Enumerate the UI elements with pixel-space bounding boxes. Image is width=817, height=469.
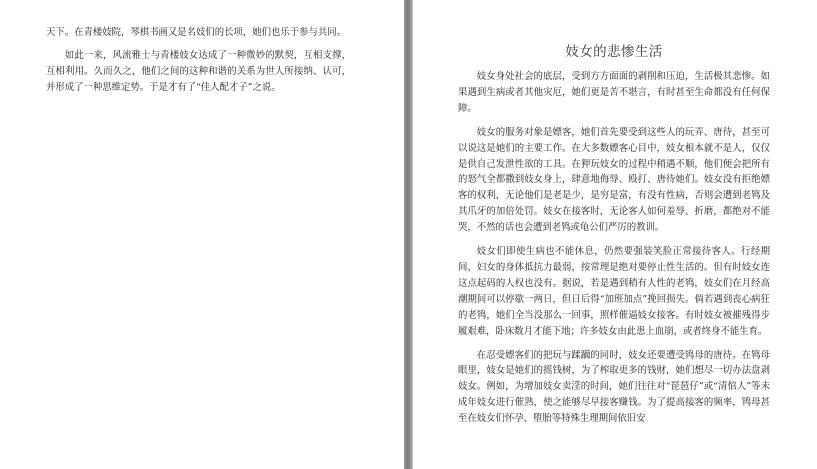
right-paragraph-2: 妓女的服务对象是嫖客，她们首先要受到这些人的玩弄、唐待，甚至可以说这是她们的主要工作。在大多数嫖客心目中，妓女根本就不是人，仅仅是供自己发泄性欲的工具。在狎玩妓女的过程中稍遇不顺，他们便会把所有的怒气全都撒到妓女身上，肆意地侮辱、殴打、唐待她们。妓女没有拒绝嫖客的权利，无论他们是老是少，是穷是富，有没有性病，否则会遭到老鸨及其爪牙的加倍处罚。妓女在接客时，无论客人如何羞辱、折磨，都绝对不能哭，不然的话也会遭到老鸨或龟公们严厉的教训。 xyxy=(458,126,770,234)
left-page-text xyxy=(46,25,351,96)
left-paragraph-2: 如此一来，风流雅士与青楼妓女达成了一种微妙的默契，互相支撑，互相利用。久而久之，他们之间的这种和谐的关系为世人所接纳、认可，并形成了一种思维定势。于是才有了“佳人配才子”之说。 xyxy=(46,49,351,93)
right-paragraph-3: 妓女们即使生病也不能休息，仍然要强装笑脸正常接待客人。行经期间，妇女的身体抵抗力最弱，按常理是绝对要停止性生活的。但有时妓女连这点起码的人权也没有。据说，若是遇到稍有人性的老鸨，妓女们在月经高潮期间可以停歇一两日，但日后得“加班加点”挽回损失。倘若遇到丧心病狂的老鸨，她们全当没那么一回事，照样催逼妓女接客。有时妓女被摧残得步履艰难，卧床数月才能下地；许多妓女由此患上血崩，或者终身不能生育。 xyxy=(458,246,770,337)
right-paragraph-4: 在忍受嫖客们的把玩与蹂躏的同时，妓女还要遭受鸨母的唐待。在鸨母眼里，妓女是她们的摇钱树，为了榨取更多的钱财，她们想尽一切办法盘剥妓女。例如，为增加妓女卖淫的时间，她们往往对“琵琶仔”或“清倌人”等未成年妓女进行催熟，使之能够尽早接客赚钱。为了提高接客的频率，鸨母甚至在妓女们怀孕、堕胎等特殊生理期间依旧安 xyxy=(458,349,770,425)
left-paragraph-1: 天下。在青楼妓院，琴棋书画又是名妓们的长项，她们也乐于参与共同。 xyxy=(46,27,347,38)
right-paragraph-1: 妓女身处社会的底层，受到方方面面的剥削和压迫，生活极其悲惨。如果遇到生病或者其他灾厄，她们更是苦不堪言，有时甚至生命都没有任何保障。 xyxy=(458,71,770,114)
right-page-text xyxy=(458,69,770,427)
page-gutter xyxy=(404,0,413,469)
section-title: 妓女的悲惨生活 xyxy=(565,44,663,60)
